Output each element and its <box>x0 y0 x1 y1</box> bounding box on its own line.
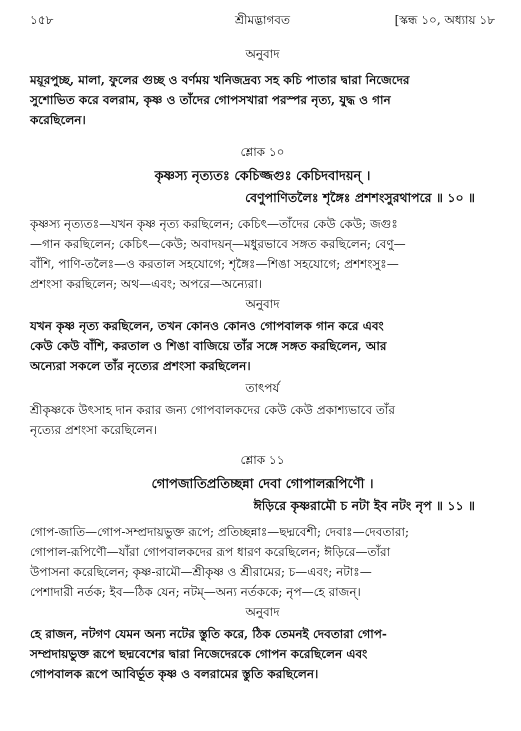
text-line: ময়ূরপুচ্ছ, মালা, ফুলের গুচ্ছ ও বর্ণময় খনিজদ্রব্য সহ কচি পাতার দ্বারা নিজেদের <box>30 73 410 87</box>
translation-paragraph <box>30 70 495 130</box>
verse-line: বেণুপাণিতলৈঃ শৃঙ্গৈঃ প্রশশংসুরথাপরে ॥ ১০ ॥ <box>245 190 475 205</box>
chapter-reference: [স্কন্ধ ১০, অধ্যায় ১৮ <box>394 13 495 27</box>
translation-heading: অনুবাদ <box>245 47 280 61</box>
text-line: যখন কৃষ্ণ নৃত্য করছিলেন, তখন কোনও কোনও গোপবালক গান করে এবং <box>30 319 384 333</box>
text-line: পেশাদারী নর্তক; ইব—ঠিক যেন; নটম্—অন্য নর্তককে; নৃপ—হে রাজন্। <box>30 585 361 599</box>
text-line: বাঁশি, পাণি-তলৈঃ—ও করতাল সহযোগে; শৃঙ্গৈঃ—শিঙা সহযোগে; প্রশশংসুঃ— <box>30 257 399 271</box>
text-line: উপাসনা করেছিলেন; কৃষ্ণ-রামৌ—শ্রীকৃষ্ণ ও শ্রীরামের; চ—এবং; নটাঃ— <box>30 565 372 579</box>
text-line: কেউ কেউ বাঁশি, করতাল ও শিঙা বাজিয়ে তাঁর সঙ্গে সঙ্গত করছিলেন, আর <box>30 339 387 353</box>
synonyms-paragraph <box>30 214 495 294</box>
translation-paragraph <box>30 316 495 376</box>
text-line: অন্যেরা সকলে তাঁর নৃত্যের প্রশংসা করছিলেন। <box>30 359 251 373</box>
purport-heading: তাৎপর্য <box>245 381 280 395</box>
book-title: শ্রীমদ্ভাগবত <box>234 13 290 27</box>
page <box>30 12 495 684</box>
text-line: নৃত্যের প্রশংসা করেছিলেন। <box>30 423 158 437</box>
text-line: করেছিলেন। <box>30 113 86 127</box>
verse-line: কৃষ্ণস্য নৃত্যতঃ কেচিজ্জগুঃ কেচিদবাদয়ন্ । <box>154 169 371 184</box>
translation-paragraph <box>30 624 495 684</box>
verse-line: গোপজাতিপ্রতিচ্ছন্না দেবা গোপালরূপিণৌ । <box>151 477 374 492</box>
synonyms-paragraph <box>30 522 495 602</box>
text-line: —গান করছিলেন; কেচিৎ—কেউ; অবাদয়ন্—মধুরভাবে সঙ্গত করছিলেন; বেণু— <box>30 237 406 251</box>
text-line: গোপাল-রূপিণৌ—যাঁরা গোপবালকদের রূপ ধারণ করেছিলেন; ঈড়িরে—তাঁরা <box>30 545 391 559</box>
verse-heading: শ্লোক ১০ <box>240 145 285 159</box>
translation-heading: অনুবাদ <box>245 605 280 619</box>
page-number: ১৫৮ <box>30 13 54 27</box>
text-line: সম্প্রদায়ভুক্ত রূপে ছদ্মবেশের দ্বারা নিজেদেরকে গোপন করেছিলেন এবং <box>30 647 368 661</box>
translation-heading: অনুবাদ <box>245 297 280 311</box>
text-line: প্রশংসা করছিলেন; অথ—এবং; অপরে—অন্যেরা। <box>30 277 263 291</box>
text-line: হে রাজন, নটগণ যেমন অন্য নটের স্তুতি করে, ঠিক তেমনই দেবতারা গোপ- <box>30 627 387 641</box>
text-line: সুশোভিত করে বলরাম, কৃষ্ণ ও তাঁদের গোপসখারা পরস্পর নৃত্য, যুদ্ধ ও গান <box>30 93 391 107</box>
text-line: গোপবালক রূপে আবির্ভূত কৃষ্ণ ও বলরামের স্তুতি করছিলেন। <box>30 667 319 681</box>
text-line: গোপ-জাতি—গোপ-সম্প্রদায়ভুক্ত রূপে; প্রতিচ্ছন্নাঃ—ছদ্মবেশী; দেবাঃ—দেবতারা; <box>30 525 410 539</box>
text-line: কৃষ্ণস্য নৃত্যতঃ—যখন কৃষ্ণ নৃত্য করছিলেন; কেচিৎ—তাঁদের কেউ কেউ; জগুঃ <box>30 217 398 231</box>
text-line: শ্রীকৃষ্ণকে উৎসাহ দান করার জন্য গোপবালকদের কেউ কেউ প্রকাশ্যভাবে তাঁর <box>30 403 395 417</box>
running-header <box>30 12 495 32</box>
verse-heading: শ্লোক ১১ <box>240 453 285 467</box>
purport-paragraph <box>30 400 495 440</box>
verse-line: ঈড়িরে কৃষ্ণরামৌ চ নটা ইব নটং নৃপ ॥ ১১ ॥ <box>253 498 475 513</box>
